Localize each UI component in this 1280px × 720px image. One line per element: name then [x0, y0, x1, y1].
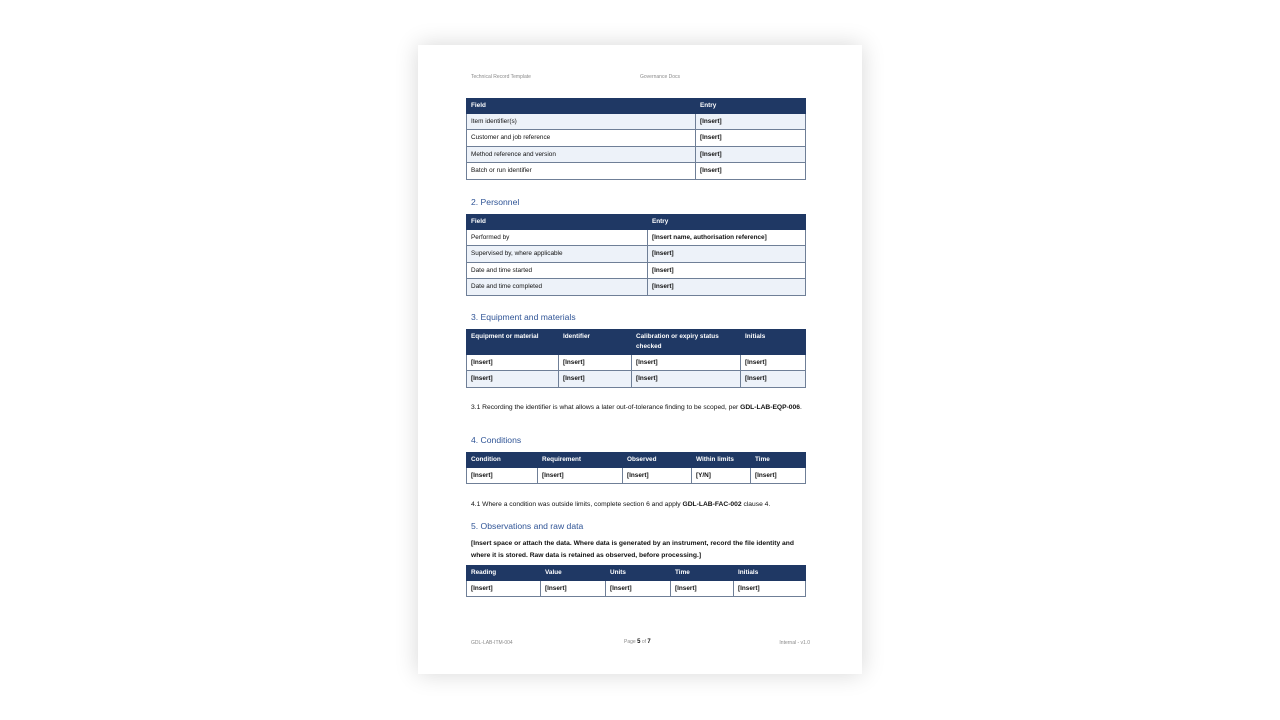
header-right: Governance Docs — [640, 74, 681, 80]
entry-cell[interactable]: [Insert] — [559, 355, 632, 371]
table-row — [467, 468, 806, 484]
note-text: 3.1 Recording the identifier is what allows a later out-of-tolerance finding to be scoped, per — [471, 404, 741, 411]
entry-cell[interactable]: [Y/N] — [692, 468, 751, 484]
entry-cell[interactable]: [Insert] — [467, 468, 538, 484]
column-header: Requirement — [538, 453, 623, 468]
entry-cell[interactable]: [Insert] — [751, 468, 806, 484]
footer-document-id: GDL-LAB-ITM-004 — [471, 640, 513, 646]
entry-cell[interactable]: [Insert] — [671, 581, 734, 597]
column-header: Observed — [623, 453, 692, 468]
entry-cell[interactable]: [Insert] — [648, 262, 806, 278]
table-row — [467, 230, 806, 246]
section-3-note — [471, 402, 811, 414]
column-header: Field — [467, 215, 648, 230]
table-row — [467, 279, 806, 295]
document-reference: GDL-LAB-EQP-006 — [740, 404, 800, 411]
column-header: Entry — [648, 215, 806, 230]
field-cell: Date and time started — [467, 262, 648, 278]
entry-cell[interactable]: [Insert] — [734, 581, 806, 597]
document-reference: GDL-LAB-FAC-002 — [682, 501, 742, 508]
table-row — [467, 246, 806, 262]
entry-cell[interactable]: [Insert] — [696, 114, 806, 130]
entry-cell[interactable]: [Insert] — [467, 355, 559, 371]
column-header: Equipment or material — [467, 330, 559, 355]
observations-table — [466, 565, 805, 597]
entry-cell[interactable]: [Insert] — [538, 468, 623, 484]
column-header: Entry — [696, 99, 806, 114]
entry-cell[interactable]: [Insert] — [696, 163, 806, 179]
table-header-row — [467, 453, 806, 468]
table-row — [467, 114, 806, 130]
entry-cell[interactable]: [Insert] — [606, 581, 671, 597]
table-header-row — [467, 215, 806, 230]
section-2-heading: 2. Personnel — [471, 197, 520, 207]
field-cell: Customer and job reference — [467, 130, 696, 146]
personnel-table — [466, 214, 805, 296]
page-current: 5 — [637, 639, 641, 645]
header-left: Technical Record Template — [471, 74, 531, 80]
entry-cell[interactable]: [Insert] — [696, 130, 806, 146]
column-header: Time — [671, 566, 734, 581]
table-row — [467, 163, 806, 179]
field-cell: Date and time completed — [467, 279, 648, 295]
column-header: Identifier — [559, 330, 632, 355]
table-header-row — [467, 99, 806, 114]
entry-cell[interactable]: [Insert] — [741, 355, 806, 371]
column-header: Condition — [467, 453, 538, 468]
column-header: Calibration or expiry status checked — [632, 330, 741, 355]
footer-page-number — [624, 639, 651, 645]
page-of: of — [641, 639, 646, 645]
entry-cell[interactable]: [Insert] — [632, 371, 741, 387]
column-header: Field — [467, 99, 696, 114]
page-word: Page — [624, 639, 636, 645]
table-row — [467, 355, 806, 371]
entry-cell[interactable]: [Insert] — [541, 581, 606, 597]
table-header-row — [467, 330, 806, 355]
page-total: 7 — [647, 639, 651, 645]
footer-classification: Internal - v1.0 — [779, 640, 810, 646]
note-text: . — [799, 404, 802, 411]
column-header: Within limits — [692, 453, 751, 468]
entry-cell[interactable]: [Insert] — [467, 581, 541, 597]
column-header: Units — [606, 566, 671, 581]
section-4-note — [471, 499, 811, 511]
entry-cell[interactable]: [Insert name, authorisation reference] — [648, 230, 806, 246]
note-text: clause 4. — [741, 501, 771, 508]
column-header: Time — [751, 453, 806, 468]
table-row — [467, 146, 806, 162]
field-cell: Method reference and version — [467, 146, 696, 162]
entry-cell[interactable]: [Insert] — [648, 246, 806, 262]
identification-table — [466, 98, 805, 180]
note-text: 4.1 Where a condition was outside limits, complete section 6 and apply — [471, 501, 683, 508]
entry-cell[interactable]: [Insert] — [632, 355, 741, 371]
entry-cell[interactable]: [Insert] — [623, 468, 692, 484]
column-header: Initials — [741, 330, 806, 355]
section-4-heading: 4. Conditions — [471, 435, 522, 445]
table-row — [467, 130, 806, 146]
field-cell: Performed by — [467, 230, 648, 246]
field-cell: Batch or run identifier — [467, 163, 696, 179]
section-5-instruction: [Insert space or attach the data. Where data is generated by an instrument, record the file identity and where it is stored. Raw data is retained as observed, before processing.] — [471, 540, 794, 559]
column-header: Value — [541, 566, 606, 581]
section-3-heading: 3. Equipment and materials — [471, 312, 576, 322]
entry-cell[interactable]: [Insert] — [696, 146, 806, 162]
table-row — [467, 262, 806, 278]
entry-cell[interactable]: [Insert] — [559, 371, 632, 387]
document-page — [418, 45, 862, 674]
column-header: Initials — [734, 566, 806, 581]
table-header-row — [467, 566, 806, 581]
section-5-heading: 5. Observations and raw data — [471, 521, 584, 531]
table-row — [467, 371, 806, 387]
entry-cell[interactable]: [Insert] — [648, 279, 806, 295]
entry-cell[interactable]: [Insert] — [741, 371, 806, 387]
conditions-table — [466, 452, 805, 484]
entry-cell[interactable]: [Insert] — [467, 371, 559, 387]
equipment-table — [466, 329, 805, 388]
column-header: Reading — [467, 566, 541, 581]
table-row — [467, 581, 806, 597]
field-cell: Item identifier(s) — [467, 114, 696, 130]
field-cell: Supervised by, where applicable — [467, 246, 648, 262]
